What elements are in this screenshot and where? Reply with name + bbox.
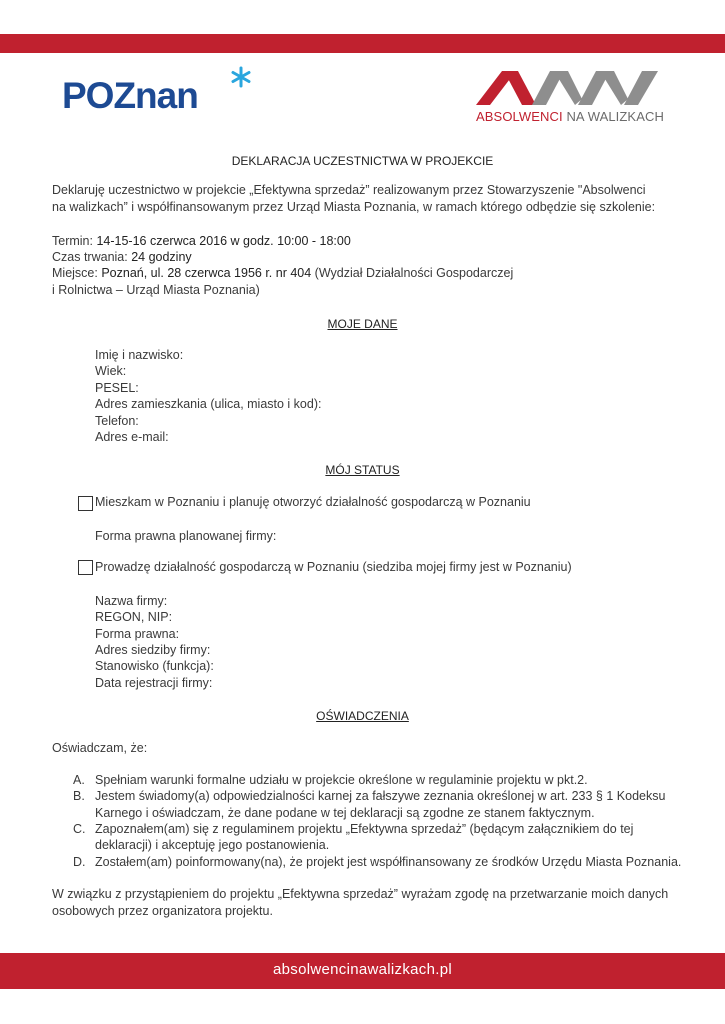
field-telefon: Telefon: [95, 414, 139, 428]
section-heading-moje-dane: MOJE DANE [327, 317, 398, 331]
statement-line: deklaracji) i akceptuję jego postanowienia. [95, 838, 330, 852]
field-adres-zamieszkania: Adres zamieszkania (ulica, miasto i kod): [95, 397, 322, 411]
intro-line-2: na walizkach” i współfinansowanym przez Urząd Miasta Poznania, w ramach którego odbędzie się szkolenie: [52, 200, 656, 214]
status-option-2-label: Prowadzę działalność gospodarczą w Poznaniu (siedziba mojej firmy jest w Poznaniu) [95, 560, 572, 574]
field-nazwa-firmy: Nazwa firmy: [95, 594, 168, 608]
miejsce-label: Miejsce: [52, 266, 102, 280]
statement-line: Jestem świadomy(a) odpowiedzialności karnej za fałszywe zeznania określonej w art. 233 § 1 Kodeksu [95, 789, 666, 803]
poznan-logo-text: POZnan [62, 75, 198, 116]
statement-letter: B. [73, 789, 85, 803]
field-imie-nazwisko: Imię i nazwisko: [95, 348, 184, 362]
czas-row [52, 250, 192, 264]
field-regon-nip: REGON, NIP: [95, 610, 173, 624]
oswiadczenia-intro: Oświadczam, że: [52, 741, 148, 755]
statement-letter: D. [73, 855, 86, 869]
field-forma-prawna-planowanej: Forma prawna planowanej firmy: [95, 529, 277, 543]
statement-line: Spełniam warunki formalne udziału w projekcie określone w regulaminie projektu w pkt.2. [95, 773, 588, 787]
consent-line-1: W związku z przystąpieniem do projektu „Efektywna sprzedaż” wyrażam zgodę na przetwarzanie moich danych [52, 887, 669, 901]
czas-value: 24 godziny [131, 250, 192, 264]
asterisk-icon [230, 66, 252, 88]
field-email: Adres e-mail: [95, 430, 169, 444]
statement-line: Zapoznałem(am) się z regulaminem projektu „Efektywna sprzedaż” (będącym załącznikiem do tej [95, 822, 634, 836]
termin-row [52, 234, 351, 248]
footer-url[interactable]: absolwencinawalizkach.pl [273, 961, 452, 978]
czas-label: Czas trwania: [52, 250, 132, 264]
poznan-logo [62, 70, 262, 122]
field-forma-prawna: Forma prawna: [95, 627, 180, 641]
absolwenci-logo-text: ABSOLWENCI NA WALIZKACH [476, 109, 664, 124]
section-heading-oswiadczenia: OŚWIADCZENIA [316, 709, 409, 723]
termin-label: Termin: [52, 234, 97, 248]
statement-line: Karnego i oświadczam, że dane podane w tej deklaracji są zgodne ze stanem faktycznym. [95, 806, 595, 820]
termin-value: 14-15-16 czerwca 2016 w godz. 10:00 - 18:00 [96, 234, 351, 248]
miejsce-row [52, 266, 513, 280]
field-wiek: Wiek: [95, 364, 127, 378]
consent-line-2: osobowych przez organizatora projektu. [52, 904, 273, 918]
document-title: DEKLARACJA UCZESTNICTWA W PROJEKCIE [231, 154, 494, 168]
status-option-1-checkbox[interactable] [78, 496, 93, 511]
field-data-rejestracji: Data rejestracji firmy: [95, 676, 213, 690]
miejsce-extra: (Wydział Działalności Gospodarczej [311, 266, 514, 280]
status-option-2-checkbox[interactable] [78, 560, 93, 575]
field-pesel: PESEL: [95, 381, 139, 395]
statement-line: Zostałem(am) poinformowany(na), że projekt jest współfinansowany ze środków Urzędu Miasta Poznania. [95, 855, 682, 869]
miejsce-value: Poznań, ul. 28 czerwca 1956 r. nr 404 [101, 266, 312, 280]
miejsce-line-2: i Rolnictwa – Urząd Miasta Poznania) [52, 283, 260, 297]
header-bar [0, 34, 725, 53]
anw-logo-mark-icon [474, 69, 664, 107]
status-option-1-label: Mieszkam w Poznaniu i planuję otworzyć działalność gospodarczą w Poznaniu [95, 495, 531, 509]
absolwenci-logo [474, 69, 664, 129]
section-heading-moj-status: MÓJ STATUS [325, 463, 400, 477]
statement-letter: A. [73, 773, 85, 787]
field-stanowisko: Stanowisko (funkcja): [95, 659, 214, 673]
statement-letter: C. [73, 822, 86, 836]
field-adres-siedziby: Adres siedziby firmy: [95, 643, 211, 657]
intro-line-1: Deklaruję uczestnictwo w projekcie „Efektywna sprzedaż” realizowanym przez Stowarzyszenie "Absolwenci [52, 183, 646, 197]
